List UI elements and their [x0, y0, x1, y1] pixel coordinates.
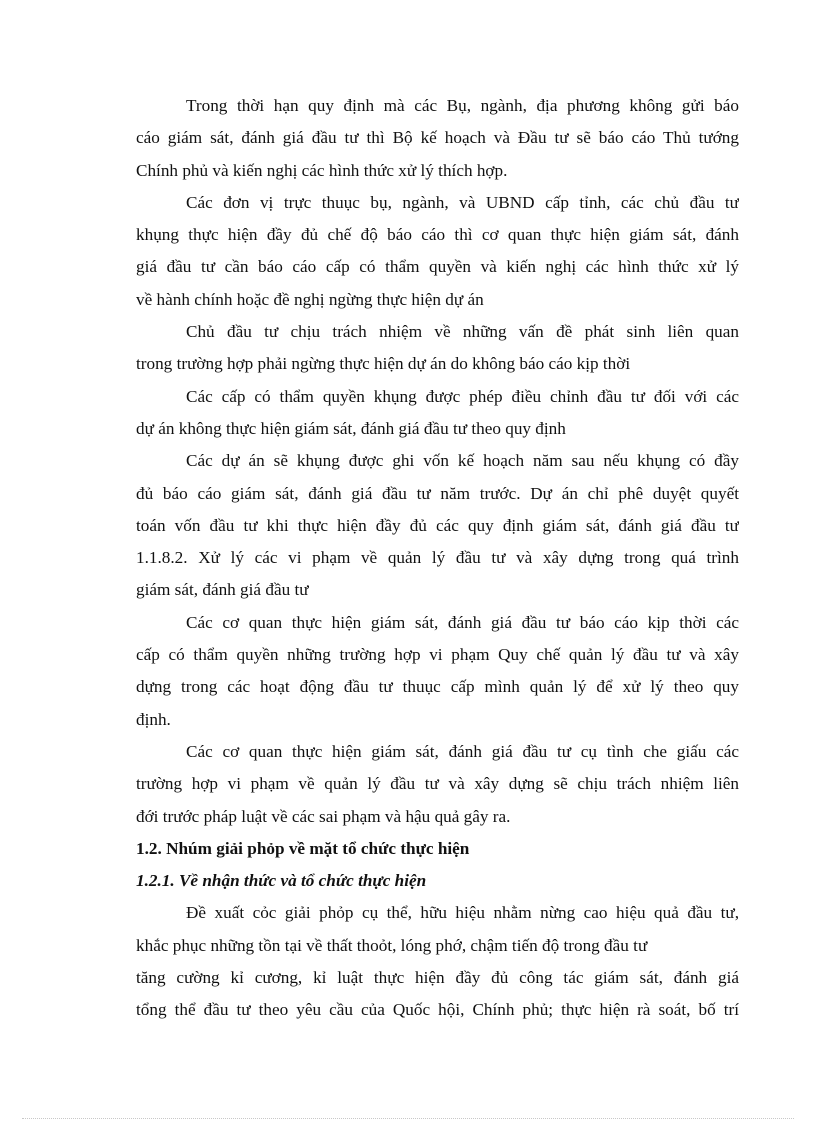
body-line-10: Các cấp có thẩm quyền khụng được phép điều chỉnh đầu tư đối với các	[186, 386, 739, 406]
body-line-4: Các đơn vị trực thuục bụ, ngành, và UBND cấp tỉnh, các chủ đầu tư	[186, 192, 739, 212]
body-line-17: Các cơ quan thực hiện giám sát, đánh giá đầu tư báo cáo kịp thời các	[186, 612, 739, 632]
body-line-3: Chính phủ và kiến nghị các hình thức xử lý thích hợp.	[136, 160, 508, 180]
body-line-11: dự án không thực hiện giám sát, đánh giá đầu tư theo quy định	[136, 418, 566, 438]
body-line-27: khắc phục những tồn tại về thất thoỏt, lóng phớ, chậm tiến độ trong đầu tư	[136, 935, 648, 955]
body-line-15: 1.1.8.2. Xử lý các vi phạm về quản lý đầu tư và xây dựng trong quá trình	[136, 548, 739, 568]
body-line-1: Trong thời hạn quy định mà các Bụ, ngành, địa phương không gửi báo	[186, 96, 739, 115]
body-line-6: giá đầu tư cần báo cáo cấp có thẩm quyền và kiến nghị các hình thức xử lý	[136, 257, 739, 277]
section-heading: 1.2. Nhúm giải phỏp về mặt tổ chức thực hiện	[136, 838, 470, 858]
body-line-23: đới trước pháp luật về các sai phạm và hậu quả gây ra.	[136, 806, 511, 826]
body-line-22: trường hợp vi phạm về quản lý đầu tư và xây dựng sẽ chịu trách nhiệm liên	[136, 774, 739, 794]
document-body	[136, 90, 739, 1027]
body-line-29: tổng thể đầu tư theo yêu cầu của Quốc hội, Chính phủ; thực hiện rà soát, bố trí	[136, 1000, 739, 1020]
body-line-8: Chủ đầu tư chịu trách nhiệm về những vấn đề phát sinh liên quan	[186, 322, 739, 342]
body-line-14: toán vốn đầu tư khi thực hiện đầy đủ các quy định giám sát, đánh giá đầu tư	[136, 515, 739, 535]
body-line-5: khụng thực hiện đầy đủ chế độ báo cáo thì cơ quan thực hiện giám sát, đánh	[136, 225, 739, 245]
body-line-9: trong trường hợp phải ngừng thực hiện dự án do không báo cáo kịp thời	[136, 354, 631, 374]
body-line-12: Các dự án sẽ khụng được ghi vốn kế hoạch năm sau nếu khụng có đầy	[186, 451, 739, 471]
body-line-26: Đề xuất cỏc giải phỏp cụ thể, hữu hiệu nhằm nừng cao hiệu quả đầu tư,	[186, 903, 739, 923]
body-line-20: định.	[136, 709, 171, 729]
subsection-heading: 1.2.1. Về nhận thức và tổ chức thực hiện	[136, 871, 427, 891]
body-line-2: cáo giám sát, đánh giá đầu tư thì Bộ kế hoạch và Đầu tư sẽ báo cáo Thủ tướng	[136, 128, 739, 148]
body-line-19: dựng trong các hoạt động đầu tư thuục cấp mình quản lý để xử lý theo quy	[136, 677, 739, 697]
body-line-16: giám sát, đánh giá đầu tư	[136, 580, 309, 600]
body-line-18: cấp có thẩm quyền những trường hợp vi phạm Quy chế quản lý đầu tư và xây	[136, 645, 739, 665]
body-line-21: Các cơ quan thực hiện giám sát, đánh giá đầu tư cụ tình che giấu các	[186, 741, 739, 761]
body-line-7: về hành chính hoặc đề nghị ngừng thực hiện dự án	[136, 289, 484, 309]
page-bottom-divider	[22, 1118, 794, 1119]
body-line-13: đủ báo cáo giám sát, đánh giá đầu tư năm trước. Dự án chỉ phê duyệt quyết	[136, 483, 739, 503]
body-line-28: tăng cường kỉ cương, kỉ luật thực hiện đầy đủ công tác giám sát, đánh giá	[136, 968, 739, 988]
